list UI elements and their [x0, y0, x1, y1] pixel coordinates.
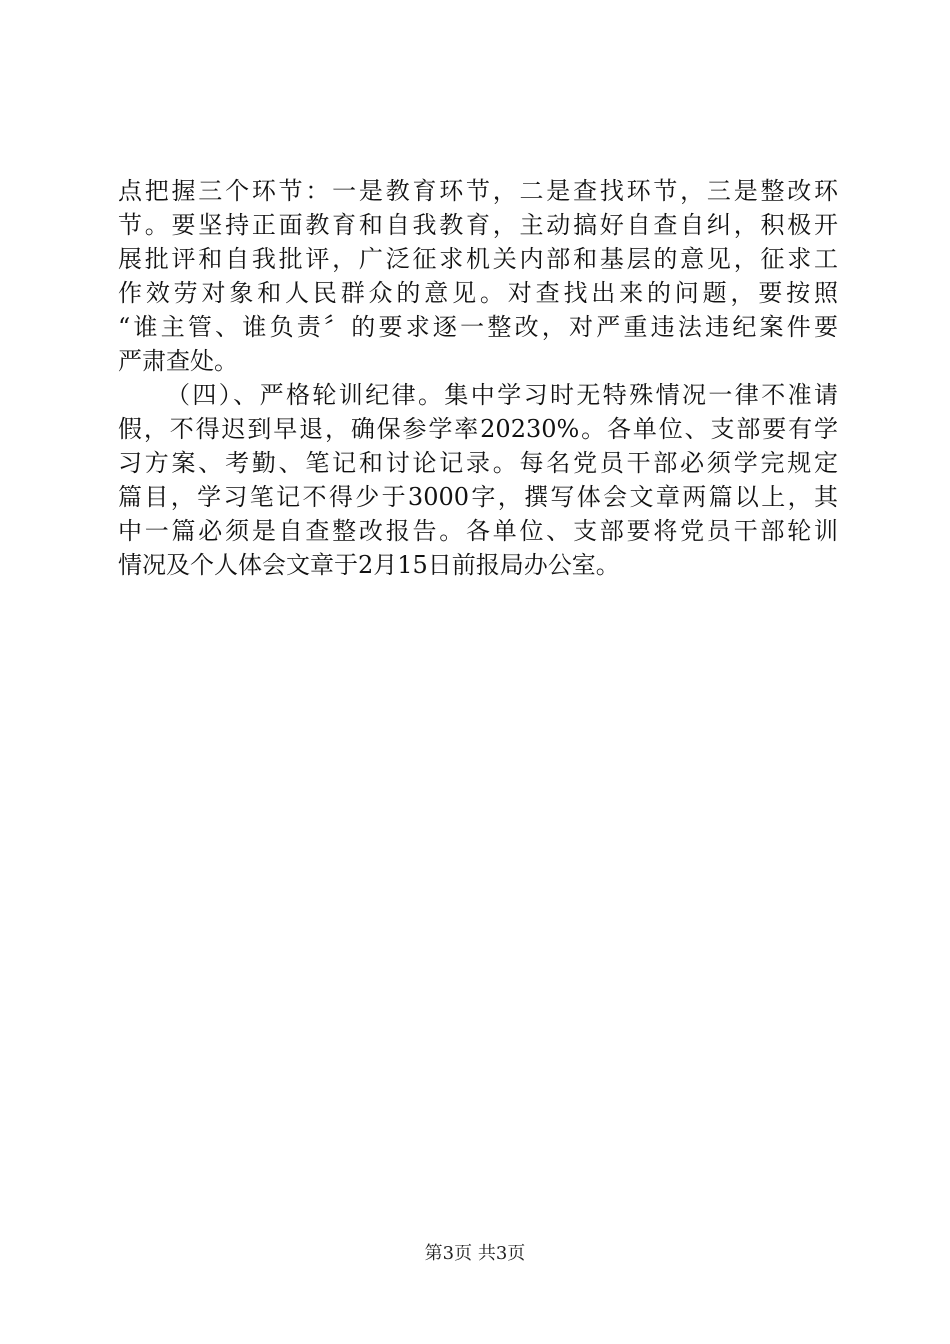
paragraph-1 [118, 174, 838, 378]
text-line: 篇目，学习笔记不得少于3000字，撰写体会文章两篇以上，其 [118, 483, 838, 511]
document-body [118, 174, 838, 582]
paragraph-2 [118, 378, 838, 582]
text-line: （四）、严格轮训纪律。集中学习时无特殊情况一律不准请 [166, 381, 838, 409]
text-line: 习方案、考勤、笔记和讨论记录。每名党员干部必须学完规定 [118, 449, 838, 477]
text-line: 情况及个人体会文章于2月15日前报局办公室。 [118, 551, 620, 579]
page-footer: 第3页 共3页 [424, 1243, 526, 1264]
text-line: 中一篇必须是自查整改报告。各单位、支部要将党员干部轮训 [118, 517, 838, 545]
text-line: 展批评和自我批评，广泛征求机关内部和基层的意见，征求工 [118, 245, 838, 273]
text-line: 节。要坚持正面教育和自我教育，主动搞好自查自纠，积极开 [118, 211, 838, 239]
text-line: 严肃查处。 [118, 347, 238, 375]
text-line: “谁主管、谁负责〞的要求逐一整改，对严重违法违纪案件要 [118, 313, 838, 341]
text-line: 点把握三个环节：一是教育环节，二是查找环节，三是整改环 [118, 177, 838, 205]
text-line: 假，不得迟到早退，确保参学率20230%。各单位、支部要有学 [118, 415, 838, 443]
text-line: 作效劳对象和人民群众的意见。对查找出来的问题，要按照 [118, 279, 838, 307]
